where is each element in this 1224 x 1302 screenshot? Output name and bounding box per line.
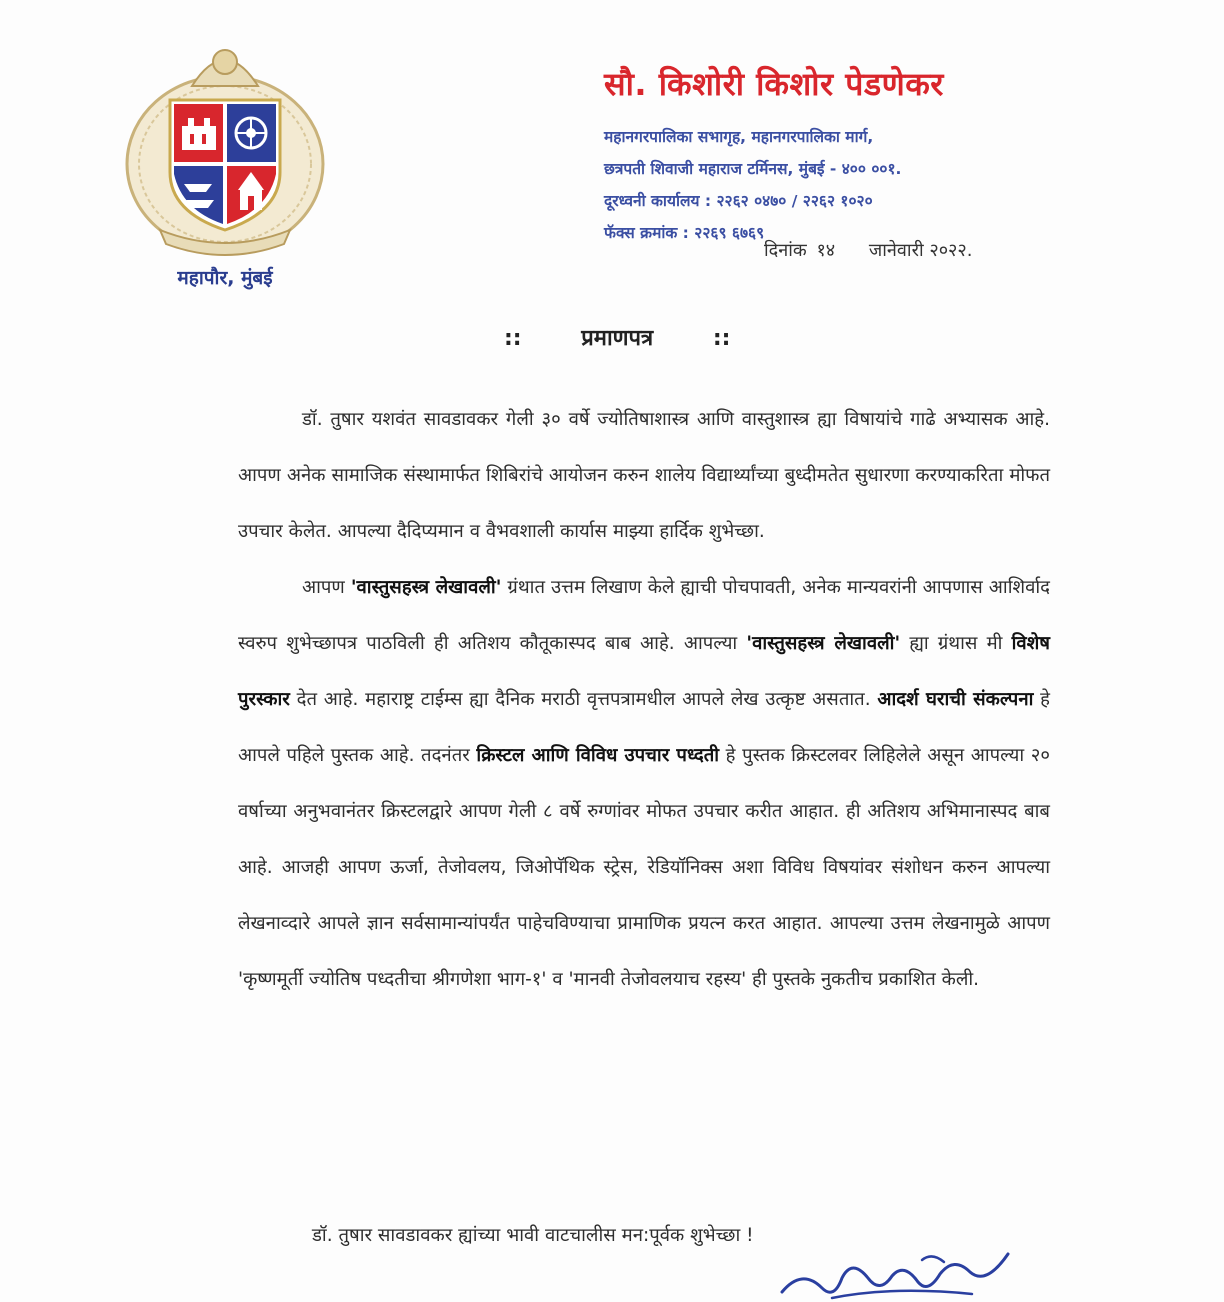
address-line-1: महानगरपालिका सभागृह, महानगरपालिका मार्ग, — [604, 128, 874, 146]
certificate-body — [238, 392, 1050, 1008]
phone-line: दूरध्वनी कार्यालय : २२६२ ०४७० / २२६२ १०२० — [604, 192, 873, 210]
book-title-3: आदर्श घराची संकल्पना — [877, 689, 1034, 710]
heading-right-mark: :: — [712, 326, 731, 351]
p2-text-c: ह्या ग्रंथास मी — [909, 633, 1003, 654]
p2-text-d: देत आहे. महाराष्ट्र टाईम्स ह्या दैनिक मराठी वृत्तपत्रामधील आपले लेख उत्कृष्ट असतात. — [296, 689, 871, 710]
p2-text-f: हे पुस्तक क्रिस्टलवर लिहिलेले असून आपल्या २० वर्षाच्या अनुभवानंतर क्रिस्टलद्वारे आपण गेली ८ वर्षे रुग्णांवर मोफत उपचार करीत आहात. ही अतिशय अभिमानास्पद बाब आहे. आजही आपण ऊर्जा, तेजोवलय, जिओपॅथिक स्ट्रेस, रेडियॉनिक्स अशा विविध विषयांवर संशोधन करुन आपल्या लेखनाव्दारे आपले ज्ञान सर्वसामान्यांपर्यंत पाहेचविण्याचा प्रामाणिक प्रयत्न करत आहात. आपल्या उत्तम लेखनामुळे आपण 'कृष्णमूर्ती ज्योतिष पध्दतीचा श्रीगणेशा भाग-१' व 'मानवी तेजोवलयाच रहस्य' ही पुस्तके नुकतीच प्रकाशित केली. — [238, 745, 1050, 990]
certificate-heading — [504, 322, 730, 352]
bmc-emblem-icon — [122, 34, 328, 260]
letterhead — [604, 62, 1064, 251]
date-line — [764, 238, 973, 262]
p2-text-b: ग्रंथात उत्तम लिखाण केले ह्याची पोचपावती, अनेक मान्यवरांनी आपणास आशिर्वाद स्वरुप शुभेच्छापत्र पाठविली ही अतिशय कौतूकास्पद बाब आहे. आपल्या — [238, 577, 1050, 654]
mayor-name: सौ. किशोरी किशोर पेडणेकर — [604, 65, 944, 103]
heading-left-mark: :: — [504, 326, 522, 351]
p2-text-e: हे आपले पहिले पुस्तक आहे. तदनंतर — [238, 689, 1050, 766]
address-line-2: छत्रपती शिवाजी महाराज टर्मिनस, मुंबई - ४०० ००१. — [604, 160, 902, 178]
certificate-title: प्रमाणपत्र — [581, 326, 654, 351]
handwritten-signature-icon — [772, 1248, 1022, 1302]
paragraph-1: डॉ. तुषार यशवंत सावडावकर गेली ३० वर्षे ज्योतिषाशास्त्र आणि वास्तुशास्त्र ह्या विषायांचे गाढे अभ्यासक आहे. आपण अनेक सामाजिक संस्थामार्फत शिबिरांचे आयोजन करुन शालेय विद्यार्थ्यांच्या बुध्दीमतेत सुधारणा करण्याकरिता मोफत उपचार केलेत. आपल्या दैदिप्यमान व वैभवशाली कार्यास माझ्या हार्दिक शुभेच्छा. — [238, 409, 1050, 542]
mayor-caption: महापौर, मुंबई — [177, 267, 273, 289]
p2-text-a: आपण — [302, 577, 345, 598]
date-day: १४ — [816, 240, 836, 261]
award-label: विशेष पुरस्कार — [238, 633, 1050, 710]
date-month-year: जानेवारी २०२२. — [868, 240, 973, 261]
fax-line: फॅक्स क्रमांक : २२६९ ६७६९ — [604, 224, 765, 242]
paragraph-2 — [238, 560, 1050, 1008]
closing-wishes: डॉ. तुषार सावडावकर ह्यांच्या भावी वाटचालीस मन:पूर्वक शुभेच्छा ! — [312, 1225, 754, 1246]
date-prefix: दिनांक — [764, 240, 807, 261]
book-title-1: 'वास्तुसहस्त्र लेखावली' — [350, 577, 502, 598]
book-title-4: क्रिस्टल आणि विविध उपचार पध्दती — [476, 745, 720, 766]
book-title-2: 'वास्तुसहस्त्र लेखावली' — [746, 633, 901, 654]
